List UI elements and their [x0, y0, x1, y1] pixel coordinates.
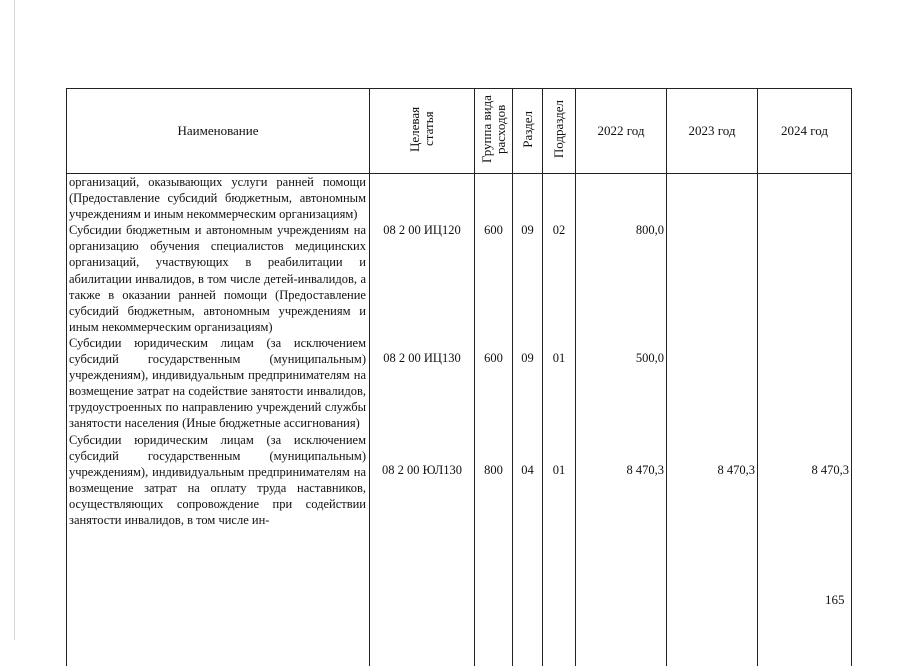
table-header-row	[67, 89, 852, 174]
group-column	[475, 174, 513, 666]
subsection-column	[543, 174, 576, 666]
row-2024-value: 8 470,3	[812, 462, 850, 478]
section-column	[513, 174, 543, 666]
header-2024: 2024 год	[758, 89, 852, 174]
row-group: 600	[475, 350, 512, 366]
row-code: 08 2 00 ЮЛ130	[370, 462, 474, 478]
page-edge	[14, 0, 15, 640]
row-2022-value: 8 470,3	[627, 462, 665, 478]
row-name: Субсидии юридическим лицам (за исключением субсидий государственным (муниципальным) учреждениям), индивидуальным предпринимателям на возмещение затрат на содействие занятости инвалидов, трудоустроенных по направлению учреждений службы занятости населения (Иные бюджетные ассигнования)	[67, 335, 369, 432]
row-group: 600	[475, 222, 512, 238]
header-2023: 2023 год	[667, 89, 758, 174]
row-name: организаций, оказывающих услуги ранней помощи (Предоставление субсидий бюджетным, автономным учреждениям и иным некоммерческим организациям)	[67, 174, 369, 222]
row-section: 04	[513, 462, 542, 478]
year-2023-column	[667, 174, 758, 666]
row-subsection: 01	[543, 350, 575, 366]
row-name: Субсидии юридическим лицам (за исключением субсидий государственным (муниципальным) учреждениям), индивидуальным предпринимателям на возмещение затрат на оплату труда наставников, осуществляющих сопровождение при содействии занятости инвалидов, в том числе ин-	[67, 432, 369, 529]
page-number: 165	[825, 592, 845, 608]
header-subsection: Подраздел	[543, 89, 576, 174]
row-section: 09	[513, 350, 542, 366]
header-expense-group: Группа вида расходов	[475, 89, 513, 174]
header-name: Наименование	[67, 89, 370, 174]
year-2022-column	[576, 174, 667, 666]
budget-table	[66, 88, 852, 666]
row-group: 800	[475, 462, 512, 478]
header-target-article: Целевая статья	[370, 89, 475, 174]
header-section: Раздел	[513, 89, 543, 174]
row-code: 08 2 00 ИЦ130	[370, 350, 474, 366]
header-2022: 2022 год	[576, 89, 667, 174]
row-name: Субсидии бюджетным и автономным учреждениям на организацию обучения специалистов медицинских организаций, участвующих в реабилитации и абилитации инвалидов, в том числе детей-инвалидов, а также в оказании ранней помощи (Предоставление субсидий бюджетным, автономным учреждениям и иным некоммерческим организациям)	[67, 222, 369, 335]
table-body	[67, 174, 852, 666]
row-2022-value: 500,0	[636, 350, 664, 366]
row-subsection: 01	[543, 462, 575, 478]
code-column	[370, 174, 475, 666]
row-subsection: 02	[543, 222, 575, 238]
row-section: 09	[513, 222, 542, 238]
row-2022-value: 800,0	[636, 222, 664, 238]
row-2023-value: 8 470,3	[718, 462, 756, 478]
row-code: 08 2 00 ИЦ120	[370, 222, 474, 238]
name-column	[67, 174, 370, 666]
